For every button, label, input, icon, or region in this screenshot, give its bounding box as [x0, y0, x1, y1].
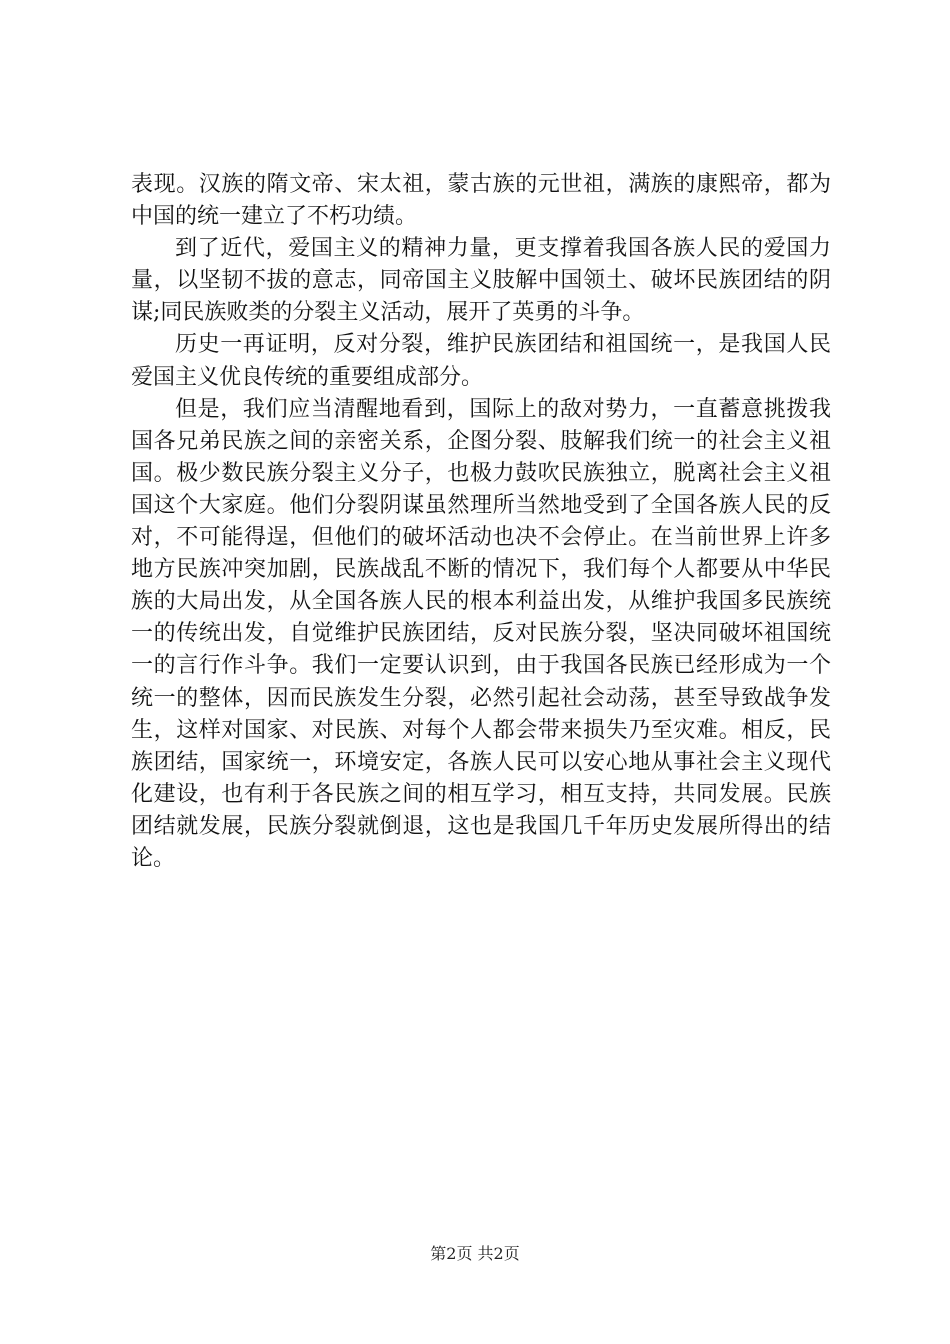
paragraph-history-proves: 历史一再证明，反对分裂，维护民族团结和祖国统一，是我国人民爱国主义优良传统的重要组成部分。: [131, 332, 831, 390]
paragraph-however: 但是，我们应当清醒地看到，国际上的敌对势力，一直蓄意挑拨我国各兄弟民族之间的亲密关系，企图分裂、肢解我们统一的社会主义祖国。极少数民族分裂主义分子，也极力鼓吹民族独立，脱离社会主义祖国这个大家庭。他们分裂阴谋虽然理所当然地受到了全国各族人民的反对，不可能得逞，但他们的破坏活动也决不会停止。在当前世界上许多地方民族冲突加剧，民族战乱不断的情况下，我们每个人都要从中华民族的大局出发，从全国各族人民的根本利益出发，从维护我国多民族统一的传统出发，自觉维护民族团结，反对民族分裂，坚决同破坏祖国统一的言行作斗争。我们一定要认识到，由于我国各民族已经形成为一个统一的整体，因而民族发生分裂，必然引起社会动荡，甚至导致战争发生，这样对国家、对民族、对每个人都会带来损失乃至灾难。相反，民族团结，国家统一，环境安定，各族人民可以安心地从事社会主义现代化建设，也有利于各民族之间的相互学习，相互支持，共同发展。民族团结就发展，民族分裂就倒退，这也是我国几千年历史发展所得出的结论。: [131, 396, 831, 871]
paragraph-modern-era: 到了近代，爱国主义的精神力量，更支撑着我国各族人民的爱国力量，以坚韧不拔的意志，同帝国主义肢解中国领土、破坏民族团结的阴谋;同民族败类的分裂主义活动，展开了英勇的斗争。: [131, 236, 831, 326]
page-number-footer: 第2页 共2页: [430, 1244, 520, 1263]
paragraph-continuation: 表现。汉族的隋文帝、宋太祖，蒙古族的元世祖，满族的康熙帝，都为中国的统一建立了不朽功绩。: [131, 172, 831, 230]
document-body: [131, 169, 831, 875]
